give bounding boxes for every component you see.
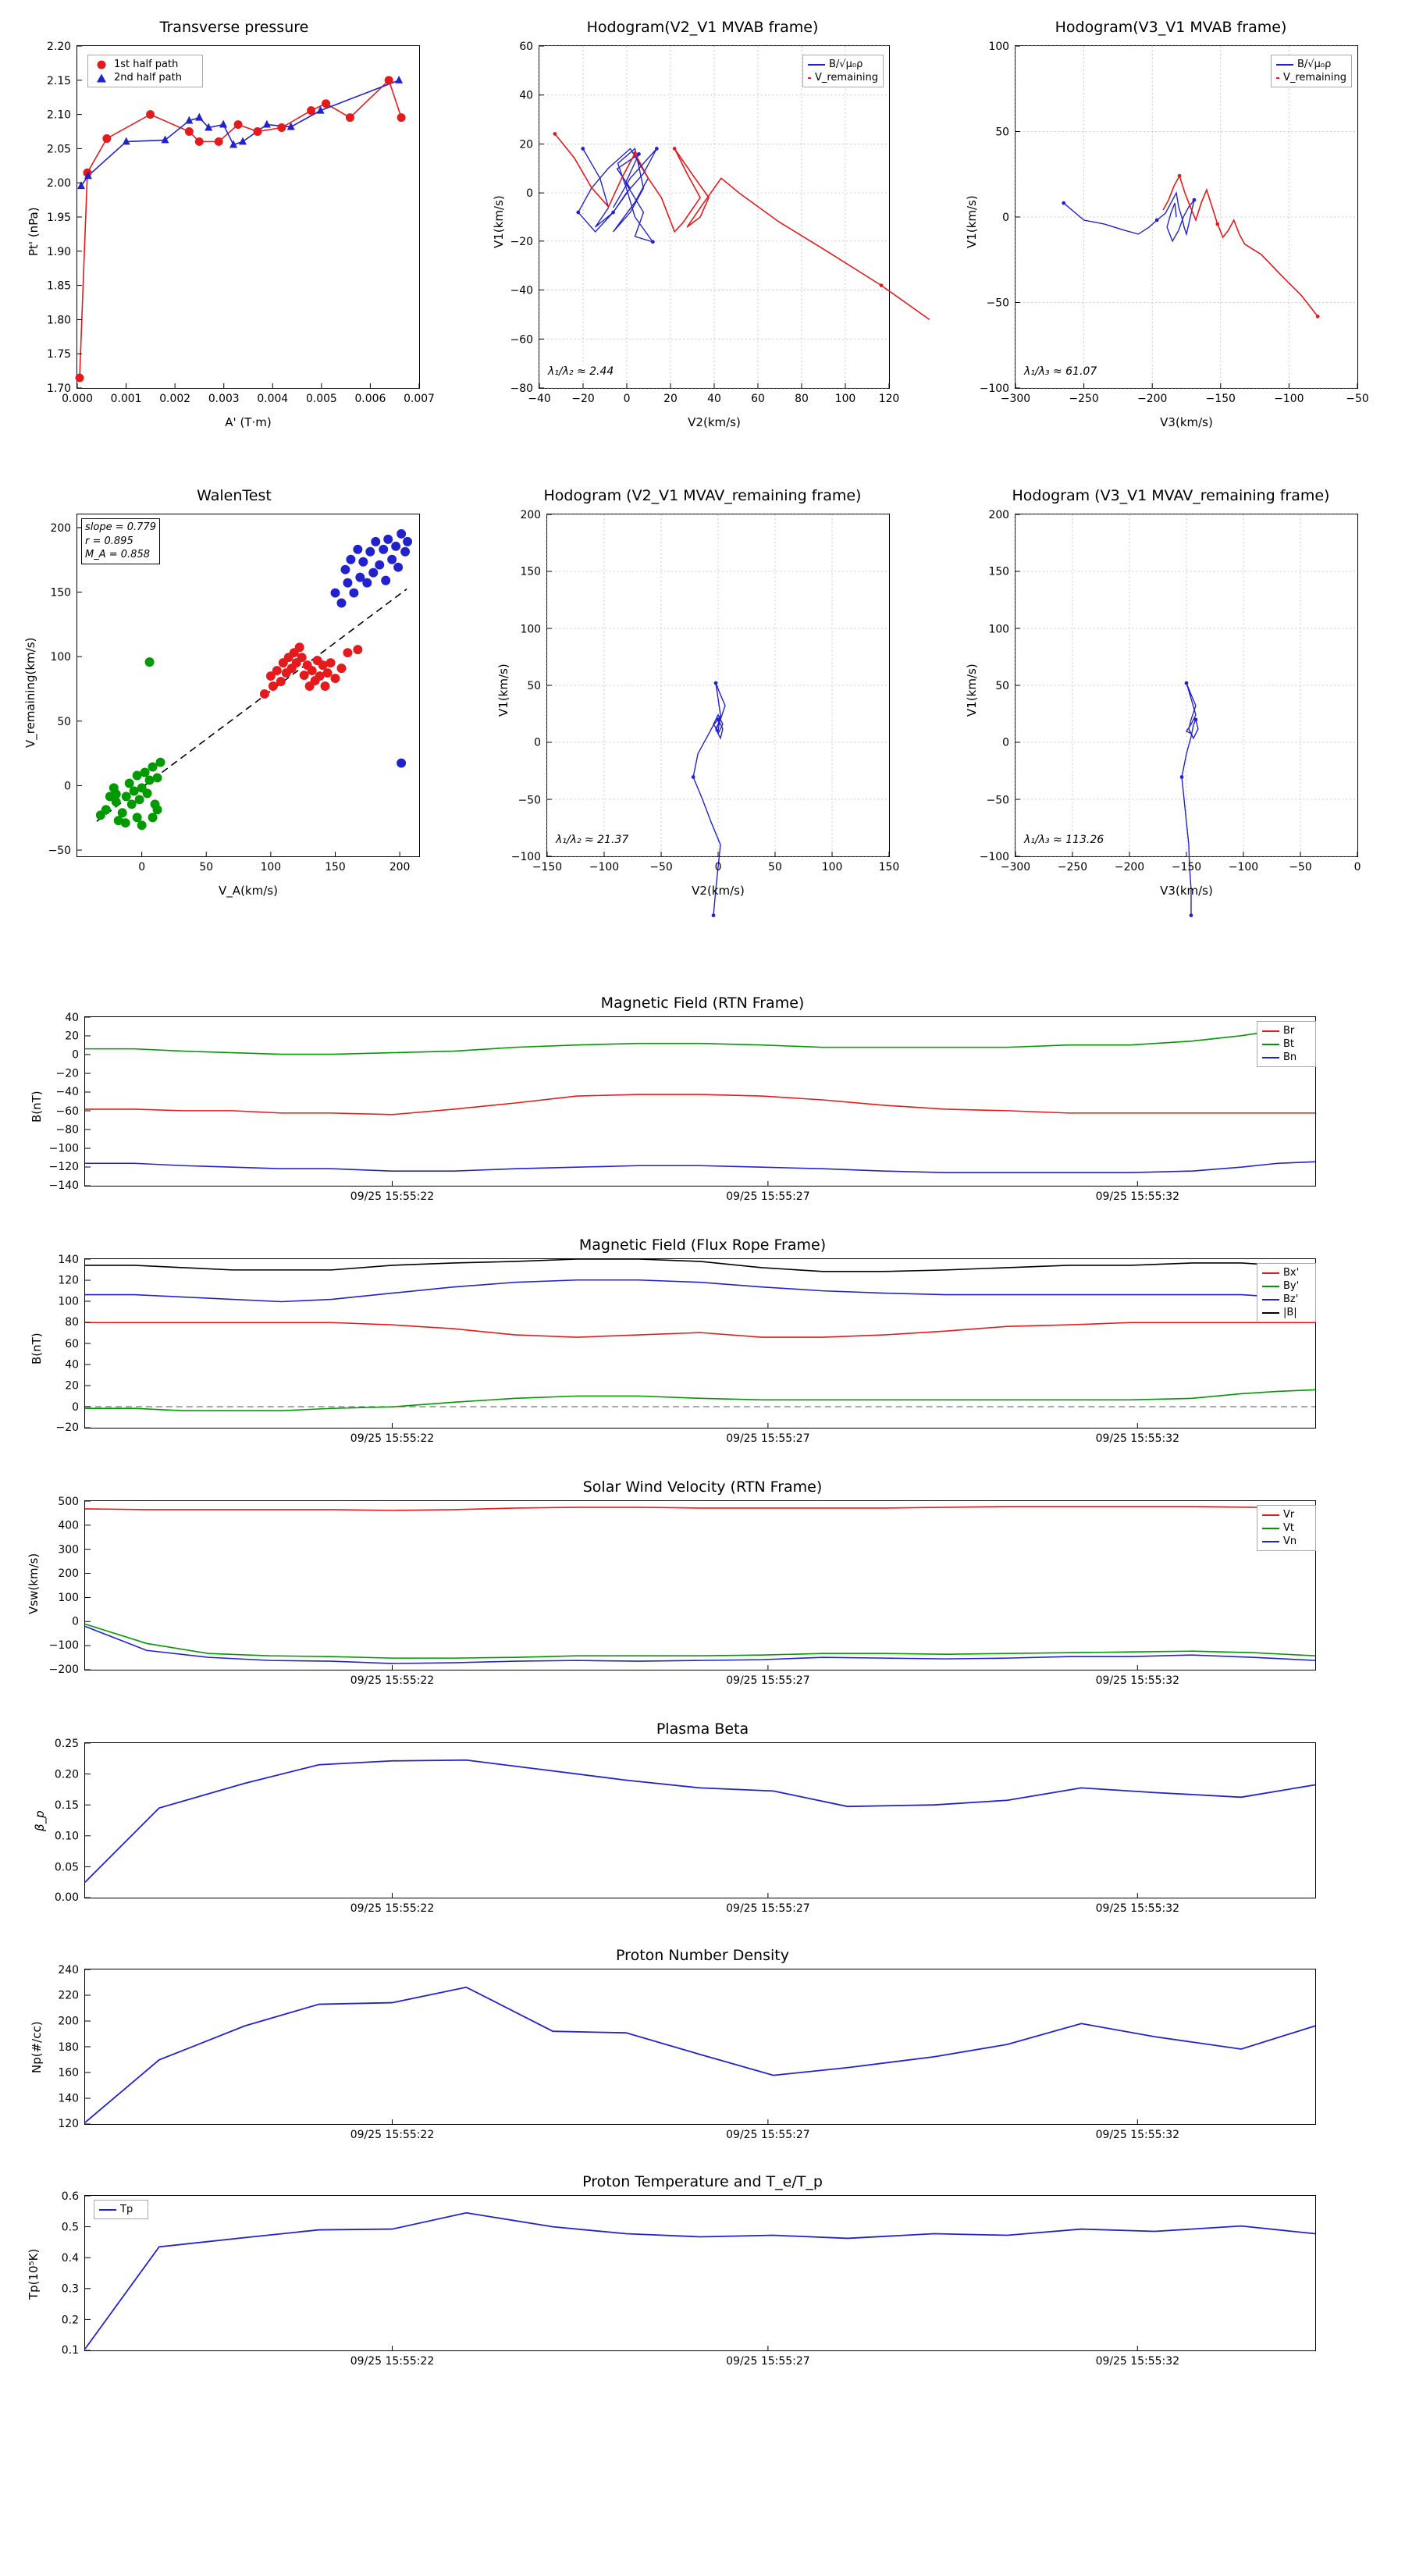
panel-proton-temperature <box>0 2169 1405 2403</box>
svg-text:09/25 15:55:27: 09/25 15:55:27 <box>726 2354 810 2368</box>
svg-text:−40: −40 <box>528 392 551 405</box>
svg-text:50: 50 <box>768 860 782 873</box>
legend-item <box>808 58 878 71</box>
svg-text:100: 100 <box>988 40 1010 53</box>
svg-text:2.00: 2.00 <box>47 177 72 190</box>
plot-area <box>979 40 1369 405</box>
svg-text:0.20: 0.20 <box>54 1768 80 1781</box>
svg-text:−60: −60 <box>510 333 534 347</box>
legend-label: |B| <box>1283 1307 1297 1318</box>
svg-text:120: 120 <box>58 1274 80 1287</box>
legend-item <box>1262 1508 1311 1521</box>
panel-title: Hodogram (V2_V1 MVAV_remaining frame) <box>543 487 862 504</box>
legend-item <box>99 2203 143 2216</box>
svg-text:−100: −100 <box>1274 392 1304 405</box>
svg-text:100: 100 <box>58 1295 80 1308</box>
legend-hodogram-v3v1-mvab <box>1271 55 1352 87</box>
svg-text:20: 20 <box>663 392 678 405</box>
svg-text:0.25: 0.25 <box>54 1738 80 1750</box>
legend-label: V_remaining <box>1282 72 1346 84</box>
x-axis-label: V3(km/s) <box>1160 415 1213 429</box>
panel-title: Hodogram(V3_V1 MVAB frame) <box>1055 19 1287 36</box>
svg-text:50: 50 <box>199 860 214 873</box>
panel-title: WalenTest <box>197 487 272 504</box>
svg-text:09/25 15:55:32: 09/25 15:55:32 <box>1095 2128 1179 2141</box>
svg-text:−120: −120 <box>48 1161 80 1174</box>
legend-item <box>93 58 197 71</box>
plot-area <box>54 1738 1316 1915</box>
svg-text:−250: −250 <box>1069 392 1099 405</box>
triangle-marker-icon <box>93 73 110 83</box>
legend-proton-temperature <box>94 2200 148 2219</box>
legend-item <box>1262 1306 1311 1319</box>
svg-text:09/25 15:55:22: 09/25 15:55:22 <box>350 2354 435 2368</box>
svg-text:−50: −50 <box>518 794 542 807</box>
panel-title: Hodogram (V3_V1 MVAV_remaining frame) <box>1012 487 1330 504</box>
y-axis-label: β_p <box>33 1810 47 1831</box>
alfven-mach-value: M_A = 0.858 <box>85 549 150 561</box>
svg-text:0: 0 <box>64 780 72 793</box>
x-axis-label: V3(km/s) <box>1160 884 1213 898</box>
svg-text:0: 0 <box>534 736 542 749</box>
svg-text:140: 140 <box>58 1254 80 1266</box>
line-swatch-icon <box>1262 1030 1279 1032</box>
svg-text:09/25 15:55:22: 09/25 15:55:22 <box>350 2128 435 2141</box>
svg-text:0.003: 0.003 <box>208 392 240 405</box>
plot-area <box>979 508 1361 873</box>
svg-text:0: 0 <box>72 1401 80 1414</box>
y-axis-label: Tp(10⁵K) <box>27 2248 41 2300</box>
svg-text:−40: −40 <box>55 1086 80 1099</box>
plot-area <box>47 40 435 405</box>
svg-text:0.15: 0.15 <box>54 1799 80 1813</box>
svg-text:500: 500 <box>58 1496 80 1508</box>
hodogram-v3v1-mvab-svg <box>979 40 1369 405</box>
svg-text:−200: −200 <box>1114 860 1145 873</box>
x-axis-label: A' (T·m) <box>225 415 272 429</box>
svg-text:0.00: 0.00 <box>54 1891 80 1904</box>
legend-transverse-pressure <box>87 55 203 87</box>
legend-label: Bx' <box>1283 1267 1300 1279</box>
legend-label: Vr <box>1283 1509 1295 1521</box>
x-axis-label: V_A(km/s) <box>219 884 278 898</box>
correlation-value: r = 0.895 <box>85 535 133 547</box>
y-axis-label: B(nT) <box>30 1332 44 1364</box>
svg-text:2.05: 2.05 <box>47 143 72 156</box>
svg-text:200: 200 <box>389 860 411 873</box>
panel-title: Solar Wind Velocity (RTN Frame) <box>582 1478 823 1496</box>
legend-item <box>1262 1279 1311 1293</box>
legend-hodogram-v2v1-mvab <box>802 55 884 87</box>
line-swatch-icon <box>99 2209 116 2211</box>
svg-text:400: 400 <box>58 1519 80 1532</box>
svg-text:−100: −100 <box>48 1142 80 1155</box>
y-axis-label: B(nT) <box>30 1091 44 1123</box>
svg-text:0.2: 0.2 <box>61 2314 80 2327</box>
svg-text:150: 150 <box>50 586 72 600</box>
mag-rtn-svg <box>48 1012 1315 1203</box>
svg-text:−20: −20 <box>55 1067 80 1080</box>
hodogram-v2v1-mvav-svg <box>510 508 900 873</box>
svg-text:40: 40 <box>65 1358 80 1372</box>
svg-text:09/25 15:55:22: 09/25 15:55:22 <box>350 1902 435 1915</box>
line-swatch-icon <box>1262 1057 1279 1059</box>
eigenvalue-ratio-annotation: λ₁/λ₂ ≈ 2.44 <box>548 365 614 378</box>
panel-hodogram-v2v1-mvav <box>468 475 937 912</box>
svg-text:40: 40 <box>65 1012 80 1024</box>
svg-text:−80: −80 <box>55 1123 80 1137</box>
svg-text:100: 100 <box>50 651 72 664</box>
panel-proton-density <box>0 1942 1405 2169</box>
svg-text:300: 300 <box>58 1543 80 1557</box>
legend-label: Vt <box>1283 1522 1294 1534</box>
panel-solar-wind-velocity <box>0 1474 1405 1716</box>
svg-text:50: 50 <box>995 126 1010 139</box>
svg-text:0.6: 0.6 <box>61 2190 80 2203</box>
svg-text:1.80: 1.80 <box>47 314 72 327</box>
panel-mag-rtn <box>0 990 1405 1232</box>
svg-text:−150: −150 <box>532 860 563 873</box>
y-axis-label: V1(km/s) <box>965 664 979 717</box>
legend-label: Vn <box>1283 1535 1297 1547</box>
svg-text:120: 120 <box>878 392 900 405</box>
svg-text:−300: −300 <box>1000 392 1031 405</box>
svg-text:−40: −40 <box>510 284 534 297</box>
svg-text:09/25 15:55:32: 09/25 15:55:32 <box>1095 1190 1179 1203</box>
svg-text:40: 40 <box>707 392 721 405</box>
svg-text:200: 200 <box>58 2015 80 2028</box>
legend-label: B/√μ₀ρ <box>1297 59 1332 70</box>
svg-text:09/25 15:55:22: 09/25 15:55:22 <box>350 1190 435 1203</box>
svg-text:80: 80 <box>795 392 809 405</box>
svg-text:240: 240 <box>58 1964 80 1976</box>
svg-text:2.20: 2.20 <box>47 40 72 53</box>
svg-text:100: 100 <box>988 623 1010 636</box>
svg-text:−50: −50 <box>48 845 72 858</box>
legend-item <box>1262 1024 1311 1037</box>
y-axis-label: Vsw(km/s) <box>27 1553 41 1614</box>
svg-text:1.90: 1.90 <box>47 245 72 258</box>
solar-wind-velocity-svg <box>48 1496 1315 1687</box>
walen-test-svg <box>48 514 419 873</box>
svg-text:−100: −100 <box>979 850 1010 863</box>
svg-text:0.1: 0.1 <box>61 2344 80 2357</box>
x-axis-label: V2(km/s) <box>692 884 745 898</box>
y-axis-label: Np(#/cc) <box>30 2021 44 2073</box>
svg-text:0: 0 <box>72 1615 80 1628</box>
legend-label: 2nd half path <box>114 72 182 84</box>
legend-item <box>1262 1266 1311 1279</box>
svg-text:140: 140 <box>58 2092 80 2105</box>
plot-area <box>48 1012 1316 1203</box>
svg-text:0: 0 <box>138 860 146 873</box>
svg-text:0.002: 0.002 <box>159 392 191 405</box>
svg-text:0.001: 0.001 <box>110 392 142 405</box>
legend-label: Br <box>1283 1025 1295 1037</box>
svg-text:0.4: 0.4 <box>61 2252 80 2265</box>
svg-text:−50: −50 <box>986 794 1010 807</box>
svg-text:0.004: 0.004 <box>257 392 289 405</box>
svg-text:180: 180 <box>58 2041 80 2054</box>
svg-text:100: 100 <box>58 1591 80 1604</box>
svg-text:200: 200 <box>520 508 542 521</box>
transverse-pressure-svg <box>47 40 435 405</box>
proton-temperature-svg <box>61 2190 1315 2368</box>
panel-title: Magnetic Field (RTN Frame) <box>600 994 805 1012</box>
svg-text:60: 60 <box>65 1338 80 1350</box>
svg-text:0.005: 0.005 <box>305 392 337 405</box>
svg-text:−200: −200 <box>1137 392 1168 405</box>
line-swatch-icon <box>1262 1528 1279 1529</box>
legend-item <box>1262 1535 1311 1548</box>
panel-mag-fluxrope <box>0 1232 1405 1474</box>
legend-item <box>93 71 197 84</box>
y-axis-label: V1(km/s) <box>492 195 506 248</box>
svg-text:09/25 15:55:27: 09/25 15:55:27 <box>726 1190 810 1203</box>
svg-text:0: 0 <box>714 860 722 873</box>
panel-title: Proton Temperature and T_e/T_p <box>582 2173 823 2190</box>
legend-label: By' <box>1283 1280 1300 1292</box>
panel-title: Proton Number Density <box>616 1947 789 1964</box>
svg-text:09/25 15:55:22: 09/25 15:55:22 <box>350 1432 435 1445</box>
svg-text:−100: −100 <box>510 850 542 863</box>
eigenvalue-ratio-annotation: λ₁/λ₃ ≈ 61.07 <box>1024 365 1097 378</box>
walen-fit-stats-box <box>81 518 160 564</box>
svg-text:0.007: 0.007 <box>404 392 435 405</box>
legend-item <box>808 71 878 84</box>
line-swatch-icon <box>1262 1312 1279 1314</box>
svg-text:1.75: 1.75 <box>47 348 72 361</box>
svg-text:−20: −20 <box>510 235 534 248</box>
legend-item <box>1262 1037 1311 1051</box>
line-swatch-icon <box>1262 1044 1279 1045</box>
svg-text:120: 120 <box>58 2118 80 2130</box>
svg-text:60: 60 <box>519 40 534 53</box>
svg-text:09/25 15:55:32: 09/25 15:55:32 <box>1095 1674 1179 1687</box>
svg-text:−100: −100 <box>48 1639 80 1653</box>
y-axis-label: V1(km/s) <box>496 664 510 717</box>
legend-label: Tp <box>120 2204 133 2215</box>
legend-item <box>1262 1051 1311 1064</box>
svg-text:09/25 15:55:32: 09/25 15:55:32 <box>1095 1432 1179 1445</box>
line-swatch-icon <box>1276 77 1279 79</box>
line-swatch-icon <box>1276 64 1293 66</box>
svg-text:−250: −250 <box>1057 860 1088 873</box>
slope-value: slope = 0.779 <box>85 521 156 533</box>
line-swatch-icon <box>808 77 811 79</box>
svg-text:0.10: 0.10 <box>54 1830 80 1843</box>
legend-solar-wind-velocity <box>1257 1505 1316 1551</box>
svg-text:20: 20 <box>519 138 534 151</box>
svg-text:09/25 15:55:32: 09/25 15:55:32 <box>1095 2354 1179 2368</box>
mag-fluxrope-svg <box>55 1254 1315 1445</box>
svg-text:−50: −50 <box>649 860 673 873</box>
svg-text:−50: −50 <box>1346 392 1369 405</box>
svg-text:1.85: 1.85 <box>47 279 72 293</box>
legend-label: Bn <box>1283 1051 1297 1063</box>
svg-text:2.15: 2.15 <box>47 74 72 87</box>
svg-text:0: 0 <box>1002 736 1010 749</box>
legend-item <box>1276 58 1346 71</box>
svg-text:100: 100 <box>834 392 856 405</box>
line-swatch-icon <box>808 64 825 66</box>
legend-item <box>1276 71 1346 84</box>
svg-text:−50: −50 <box>1289 860 1312 873</box>
svg-text:1.95: 1.95 <box>47 211 72 224</box>
plot-area <box>55 1254 1316 1445</box>
svg-text:0.006: 0.006 <box>354 392 386 405</box>
svg-text:100: 100 <box>260 860 282 873</box>
panel-title: Hodogram(V2_V1 MVAB frame) <box>586 19 819 36</box>
circle-marker-icon <box>93 60 110 69</box>
panel-title: Plasma Beta <box>656 1720 749 1738</box>
line-swatch-icon <box>1262 1286 1279 1287</box>
svg-text:−100: −100 <box>979 382 1010 395</box>
svg-text:200: 200 <box>50 521 72 535</box>
panel-transverse-pressure <box>0 6 468 443</box>
svg-text:50: 50 <box>527 679 542 692</box>
svg-text:150: 150 <box>988 565 1010 578</box>
y-axis-label: Pt' (nPa) <box>27 207 41 256</box>
legend-label: V_remaining <box>814 72 878 84</box>
svg-text:09/25 15:55:27: 09/25 15:55:27 <box>726 2128 810 2141</box>
svg-text:160: 160 <box>58 2066 80 2080</box>
svg-text:0.3: 0.3 <box>61 2282 80 2296</box>
svg-text:−150: −150 <box>1205 392 1236 405</box>
plot-area <box>48 1496 1316 1687</box>
eigenvalue-ratio-annotation: λ₁/λ₃ ≈ 113.26 <box>1024 834 1104 846</box>
svg-text:60: 60 <box>751 392 765 405</box>
proton-density-svg <box>58 1964 1315 2141</box>
svg-text:150: 150 <box>878 860 900 873</box>
svg-text:0: 0 <box>72 1048 80 1062</box>
svg-text:1.70: 1.70 <box>47 382 72 395</box>
svg-text:50: 50 <box>995 679 1010 692</box>
svg-text:−140: −140 <box>48 1179 80 1192</box>
panel-plasma-beta <box>0 1716 1405 1942</box>
svg-text:100: 100 <box>520 623 542 636</box>
svg-text:50: 50 <box>57 715 72 728</box>
svg-text:−20: −20 <box>571 392 595 405</box>
legend-label: B/√μ₀ρ <box>829 59 863 70</box>
plot-area <box>48 514 420 873</box>
svg-text:220: 220 <box>58 1989 80 2002</box>
panel-hodogram-v3v1-mvab <box>937 6 1405 443</box>
svg-text:0: 0 <box>623 392 631 405</box>
plot-area <box>510 508 900 873</box>
svg-text:−20: −20 <box>55 1421 80 1434</box>
line-swatch-icon <box>1262 1514 1279 1516</box>
panel-hodogram-v2v1-mvab <box>468 6 937 443</box>
legend-label: 1st half path <box>114 59 179 70</box>
svg-text:0.05: 0.05 <box>54 1861 80 1874</box>
svg-text:−200: −200 <box>48 1663 80 1676</box>
panel-title: Magnetic Field (Flux Rope Frame) <box>578 1236 827 1254</box>
legend-label: Bt <box>1283 1038 1295 1050</box>
svg-text:0: 0 <box>1002 211 1010 224</box>
line-swatch-icon <box>1262 1272 1279 1274</box>
svg-text:−80: −80 <box>510 382 534 395</box>
svg-text:09/25 15:55:27: 09/25 15:55:27 <box>726 1674 810 1687</box>
legend-item <box>1262 1521 1311 1535</box>
svg-text:20: 20 <box>65 1379 80 1393</box>
svg-text:150: 150 <box>325 860 346 873</box>
line-swatch-icon <box>1262 1299 1279 1300</box>
panel-walen-test <box>0 475 468 912</box>
svg-text:−100: −100 <box>589 860 620 873</box>
plasma-beta-svg <box>54 1738 1315 1915</box>
panel-hodogram-v3v1-mvav <box>937 475 1405 912</box>
legend-mag-rtn <box>1257 1021 1316 1067</box>
svg-text:09/25 15:55:27: 09/25 15:55:27 <box>726 1432 810 1445</box>
svg-text:150: 150 <box>520 565 542 578</box>
svg-text:0.5: 0.5 <box>61 2221 80 2234</box>
y-axis-label: V_remaining(km/s) <box>23 637 37 748</box>
svg-text:0: 0 <box>1353 860 1361 873</box>
svg-text:200: 200 <box>988 508 1010 521</box>
svg-text:2.10: 2.10 <box>47 109 72 122</box>
x-axis-label: V2(km/s) <box>688 415 741 429</box>
hodogram-v2v1-mvab-svg <box>510 40 900 405</box>
legend-label: Bz' <box>1283 1293 1299 1305</box>
svg-text:09/25 15:55:22: 09/25 15:55:22 <box>350 1674 435 1687</box>
svg-text:−60: −60 <box>55 1105 80 1118</box>
svg-text:09/25 15:55:32: 09/25 15:55:32 <box>1095 1902 1179 1915</box>
svg-text:80: 80 <box>65 1316 80 1329</box>
svg-text:20: 20 <box>65 1030 80 1043</box>
svg-text:−300: −300 <box>1000 860 1031 873</box>
svg-text:0: 0 <box>526 187 534 201</box>
svg-text:100: 100 <box>821 860 843 873</box>
hodogram-v3v1-mvav-svg <box>979 508 1361 873</box>
svg-text:−50: −50 <box>986 297 1010 310</box>
plot-area <box>58 1964 1316 2141</box>
panel-title: Transverse pressure <box>159 19 309 36</box>
svg-text:200: 200 <box>58 1567 80 1581</box>
legend-mag-fluxrope <box>1257 1263 1316 1322</box>
plot-area <box>61 2190 1316 2368</box>
svg-text:−100: −100 <box>1228 860 1259 873</box>
plot-area <box>510 40 900 405</box>
y-axis-label: V1(km/s) <box>965 195 979 248</box>
legend-item <box>1262 1293 1311 1306</box>
svg-text:09/25 15:55:27: 09/25 15:55:27 <box>726 1902 810 1915</box>
eigenvalue-ratio-annotation: λ₁/λ₂ ≈ 21.37 <box>556 834 629 846</box>
svg-text:−150: −150 <box>1171 860 1202 873</box>
line-swatch-icon <box>1262 1541 1279 1542</box>
svg-text:0.000: 0.000 <box>62 392 93 405</box>
svg-text:40: 40 <box>519 89 534 102</box>
